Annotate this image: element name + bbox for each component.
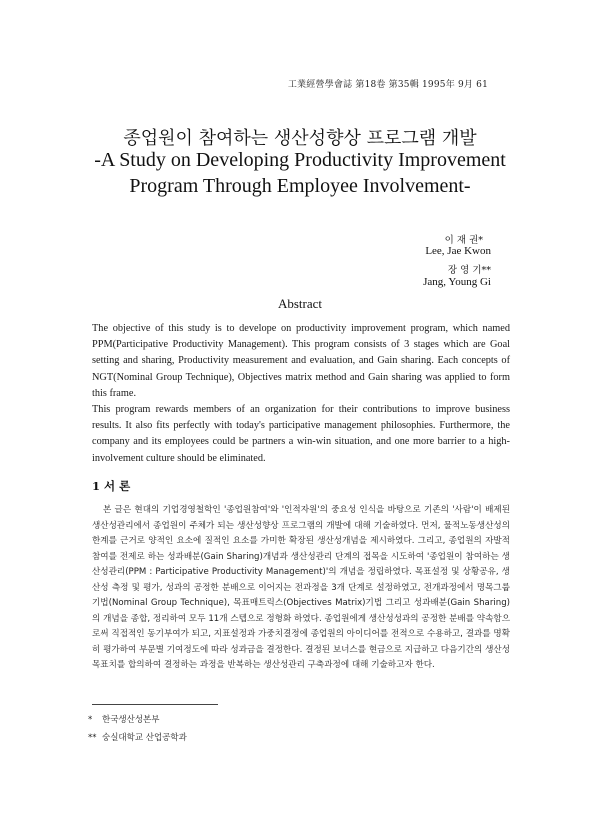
author-2-english: Jang, Young Gi bbox=[423, 276, 491, 288]
footnote-divider bbox=[92, 704, 218, 705]
footnote-1-mark: * bbox=[88, 715, 93, 725]
paper-title-english-line1: -A Study on Developing Productivity Improvement bbox=[94, 149, 506, 171]
footnote-2-mark: ** bbox=[88, 733, 97, 743]
introduction-body bbox=[92, 503, 510, 674]
abstract-paragraph-2: This program rewards members of an organization for their contributions to improve business results. It also fits perfectly with today's participative management philosophies. Furthermore, the company and its employees could be partners a win-win situation, and one more barrier to a high-involvement culture should be eliminated. bbox=[92, 404, 510, 464]
running-head: 工業經營學會誌 第18卷 第35輯 1995年 9月 61 bbox=[287, 80, 488, 90]
footnote-1 bbox=[88, 713, 159, 725]
abstract-body bbox=[92, 321, 510, 467]
abstract-heading: Abstract bbox=[277, 296, 323, 311]
paper-title-english-line2: Program Through Employee Involvement- bbox=[129, 175, 471, 197]
author-2-korean: 장 영 기** bbox=[447, 265, 491, 276]
introduction-paragraph: 본 글은 현대의 기업경영철학인 '종업원참여'와 '인적자원'의 중요성 인식을 바탕으로 기존의 '사람'이 배제된 생산성관리에서 종업원이 주체가 되는 생산성향상 프로그램의 개발에 대해 기술하였다. 먼저, 물적노동생산성의 한계를 근거로 양적인 요소에 질적인 요소를 가미한 확장된 생산성개념을 제시하였다. 그리고, 종업원의 자발적 참여를 전제로 하는 성과배분(Gain Sharing)개념과 생산성관리 단계의 접목을 시도하여 '종업원이 참여하는 생산성관리(PPM : Participative Productivity Management)'의 개념을 정립하였다. 목표설정 및 상황공유, 생산성 측정 및 평가, 성과의 공정한 분배으로 이어지는 전과정을 3개 단계로 설정하였고, 전개과정에서 명목그룹기법(Nominal Group Technique), 목표매트릭스(Objectives Matrix)기법 그리고 성과배분(Gain Sharing)의 개념을 종합, 정리하여 모두 11개 스텝으로 정형화 하였다. 종업원에게 생산성성과의 공정한 분배를 약속함으로써 직접적인 동기부여가 되고, 지표설정과 가중치결정에 종업원의 아이디어를 전적으로 수용하고, 결과를 명확히 평가하여 부문별 기여정도에 따라 성과금을 결정한다. 결정된 보너스를 현금으로 지급하고 다음기간의 생산성목표치를 합의하여 결정하는 과정을 반복하는 생산성관리 구축과정에 대해 기술하고자 한다. bbox=[92, 505, 510, 670]
footnote-2-text: 숭실대학교 산업공학과 bbox=[102, 733, 187, 743]
section-heading-introduction: 1 서 론 bbox=[92, 479, 131, 493]
paper-title-korean: 종업원이 참여하는 생산성향상 프로그램 개발 bbox=[123, 128, 477, 149]
footnote-2 bbox=[88, 731, 187, 743]
abstract-paragraph-1: The objective of this study is to develope on productivity improvement program, which named PPM(Participative Productivity Management). This program consists of 3 stages which are Goal setting and sharing, Productivity measurement and evaluation, and Gain sharing. Each concepts of NGT(Nominal Group Technique), Objectives matrix method and Gain sharing was applied to form this frame. bbox=[92, 323, 510, 399]
author-1-korean: 이 재 권* bbox=[444, 235, 483, 246]
author-1-english: Lee, Jae Kwon bbox=[425, 245, 491, 257]
footnote-1-text: 한국생산성본부 bbox=[102, 715, 160, 725]
